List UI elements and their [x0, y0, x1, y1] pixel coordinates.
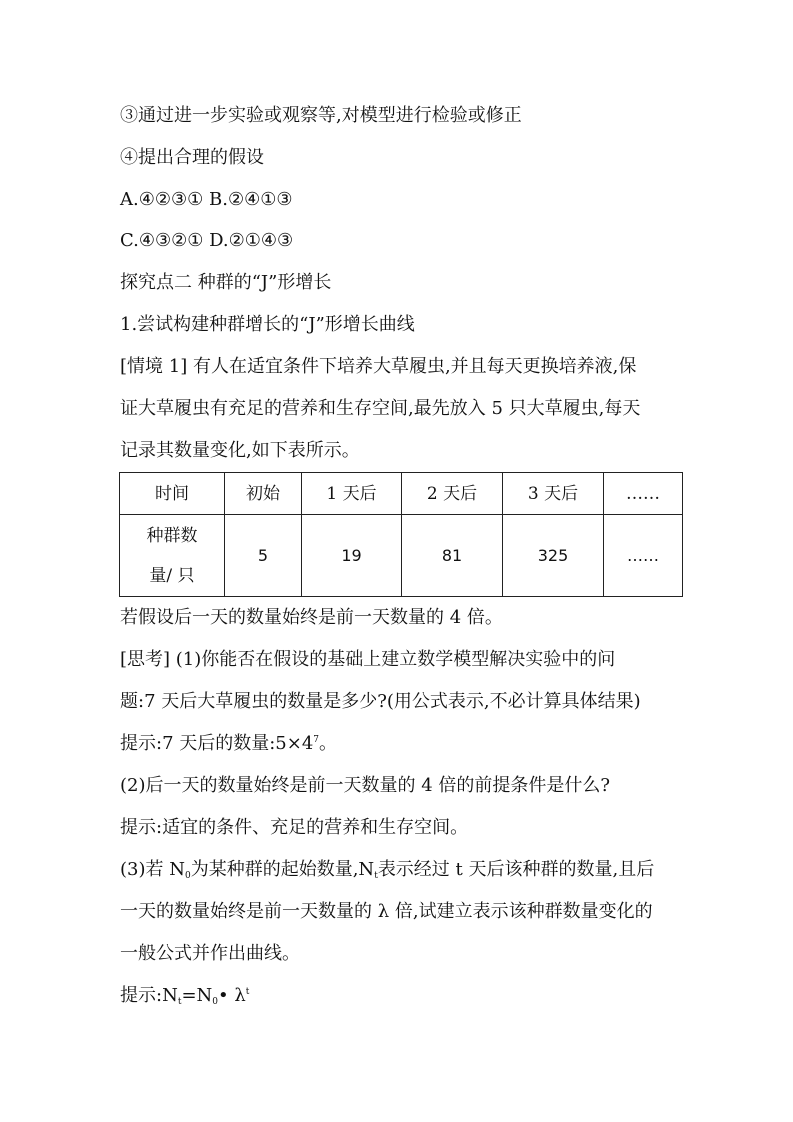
scenario-line-1: [情境 1] 有人在适宜条件下培养大草履虫,并且每天更换培养液,保 [120, 356, 637, 377]
q3-sub-t: t [374, 871, 378, 881]
value-cell-day1: 19 [302, 515, 402, 597]
header-cell-time: 时间 [120, 473, 225, 515]
row-label-line-1: 种群数 [146, 525, 198, 546]
header-cell-ellipsis: …… [604, 473, 683, 515]
hint-1-end: 。 [319, 733, 338, 754]
scenario-line-3: 记录其数量变化,如下表所示。 [120, 440, 360, 461]
hint-3-part-c: • λ [218, 985, 246, 1006]
population-table [119, 472, 683, 597]
options-line-cd: C.④③②① D.②①④③ [120, 230, 294, 251]
text-line-1: ③通过进一步实验或观察等,对模型进行检验或修正 [120, 105, 522, 126]
header-cell-day2: 2 天后 [402, 473, 503, 515]
hint-1-text: 提示:7 天后的数量:5×4 [120, 733, 314, 754]
question-3-line-2: 一天的数量始终是前一天数量的 λ 倍,试建立表示该种群数量变化的 [120, 901, 653, 922]
q3-part-c: 表示经过 t 天后该种群的数量,且后 [377, 859, 655, 880]
row-label-cell [120, 515, 225, 597]
value-cell-day3: 325 [503, 515, 604, 597]
table-data-row [120, 515, 683, 597]
header-cell-day3: 3 天后 [503, 473, 604, 515]
header-cell-initial: 初始 [225, 473, 302, 515]
question-3-line-3: 一般公式并作出曲线。 [120, 943, 300, 964]
subsection-heading: 1.尝试构建种群增长的“J”形增长曲线 [120, 314, 415, 335]
question-1-line-2: 题:7 天后大草履虫的数量是多少?(用公式表示,不必计算具体结果) [120, 691, 641, 712]
hint-1 [120, 732, 337, 756]
assumption-line: 若假设后一天的数量始终是前一天数量的 4 倍。 [120, 607, 503, 628]
value-cell-day2: 81 [402, 515, 503, 597]
hint-3-formula [120, 984, 249, 1008]
section-heading: 探究点二 种群的“J”形增长 [120, 272, 332, 293]
hint-3-sub-t: t [177, 997, 182, 1007]
row-label-line-2: 量/ 只 [149, 565, 195, 586]
table-header-row [120, 473, 683, 515]
options-line-ab: A.④②③① B.②④①③ [120, 189, 293, 210]
value-cell-ellipsis: …… [604, 515, 683, 597]
hint-3-part-b: =N [181, 985, 213, 1006]
hint-2: 提示:适宜的条件、充足的营养和生存空间。 [120, 817, 469, 838]
hint-3-part-a: 提示:N [120, 985, 178, 1006]
q3-part-a: (3)若 N [120, 859, 185, 880]
q3-part-b: 为某种群的起始数量,N [190, 859, 375, 880]
scenario-line-2: 证大草履虫有充足的营养和生存空间,最先放入 5 只大草履虫,每天 [120, 398, 641, 419]
q3-sub-0: 0 [184, 871, 191, 881]
hint-3-exponent: t [245, 987, 250, 997]
text-line-2: ④提出合理的假设 [120, 147, 264, 168]
header-cell-day1: 1 天后 [302, 473, 402, 515]
hint-3-sub-0: 0 [212, 997, 219, 1007]
question-1-line-1: [思考] (1)你能否在假设的基础上建立数学模型解决实验中的问 [120, 649, 616, 670]
hint-1-exponent: 7 [313, 735, 320, 745]
question-3-line-1 [120, 858, 654, 882]
value-cell-initial: 5 [225, 515, 302, 597]
question-2: (2)后一天的数量始终是前一天数量的 4 倍的前提条件是什么? [120, 775, 611, 796]
